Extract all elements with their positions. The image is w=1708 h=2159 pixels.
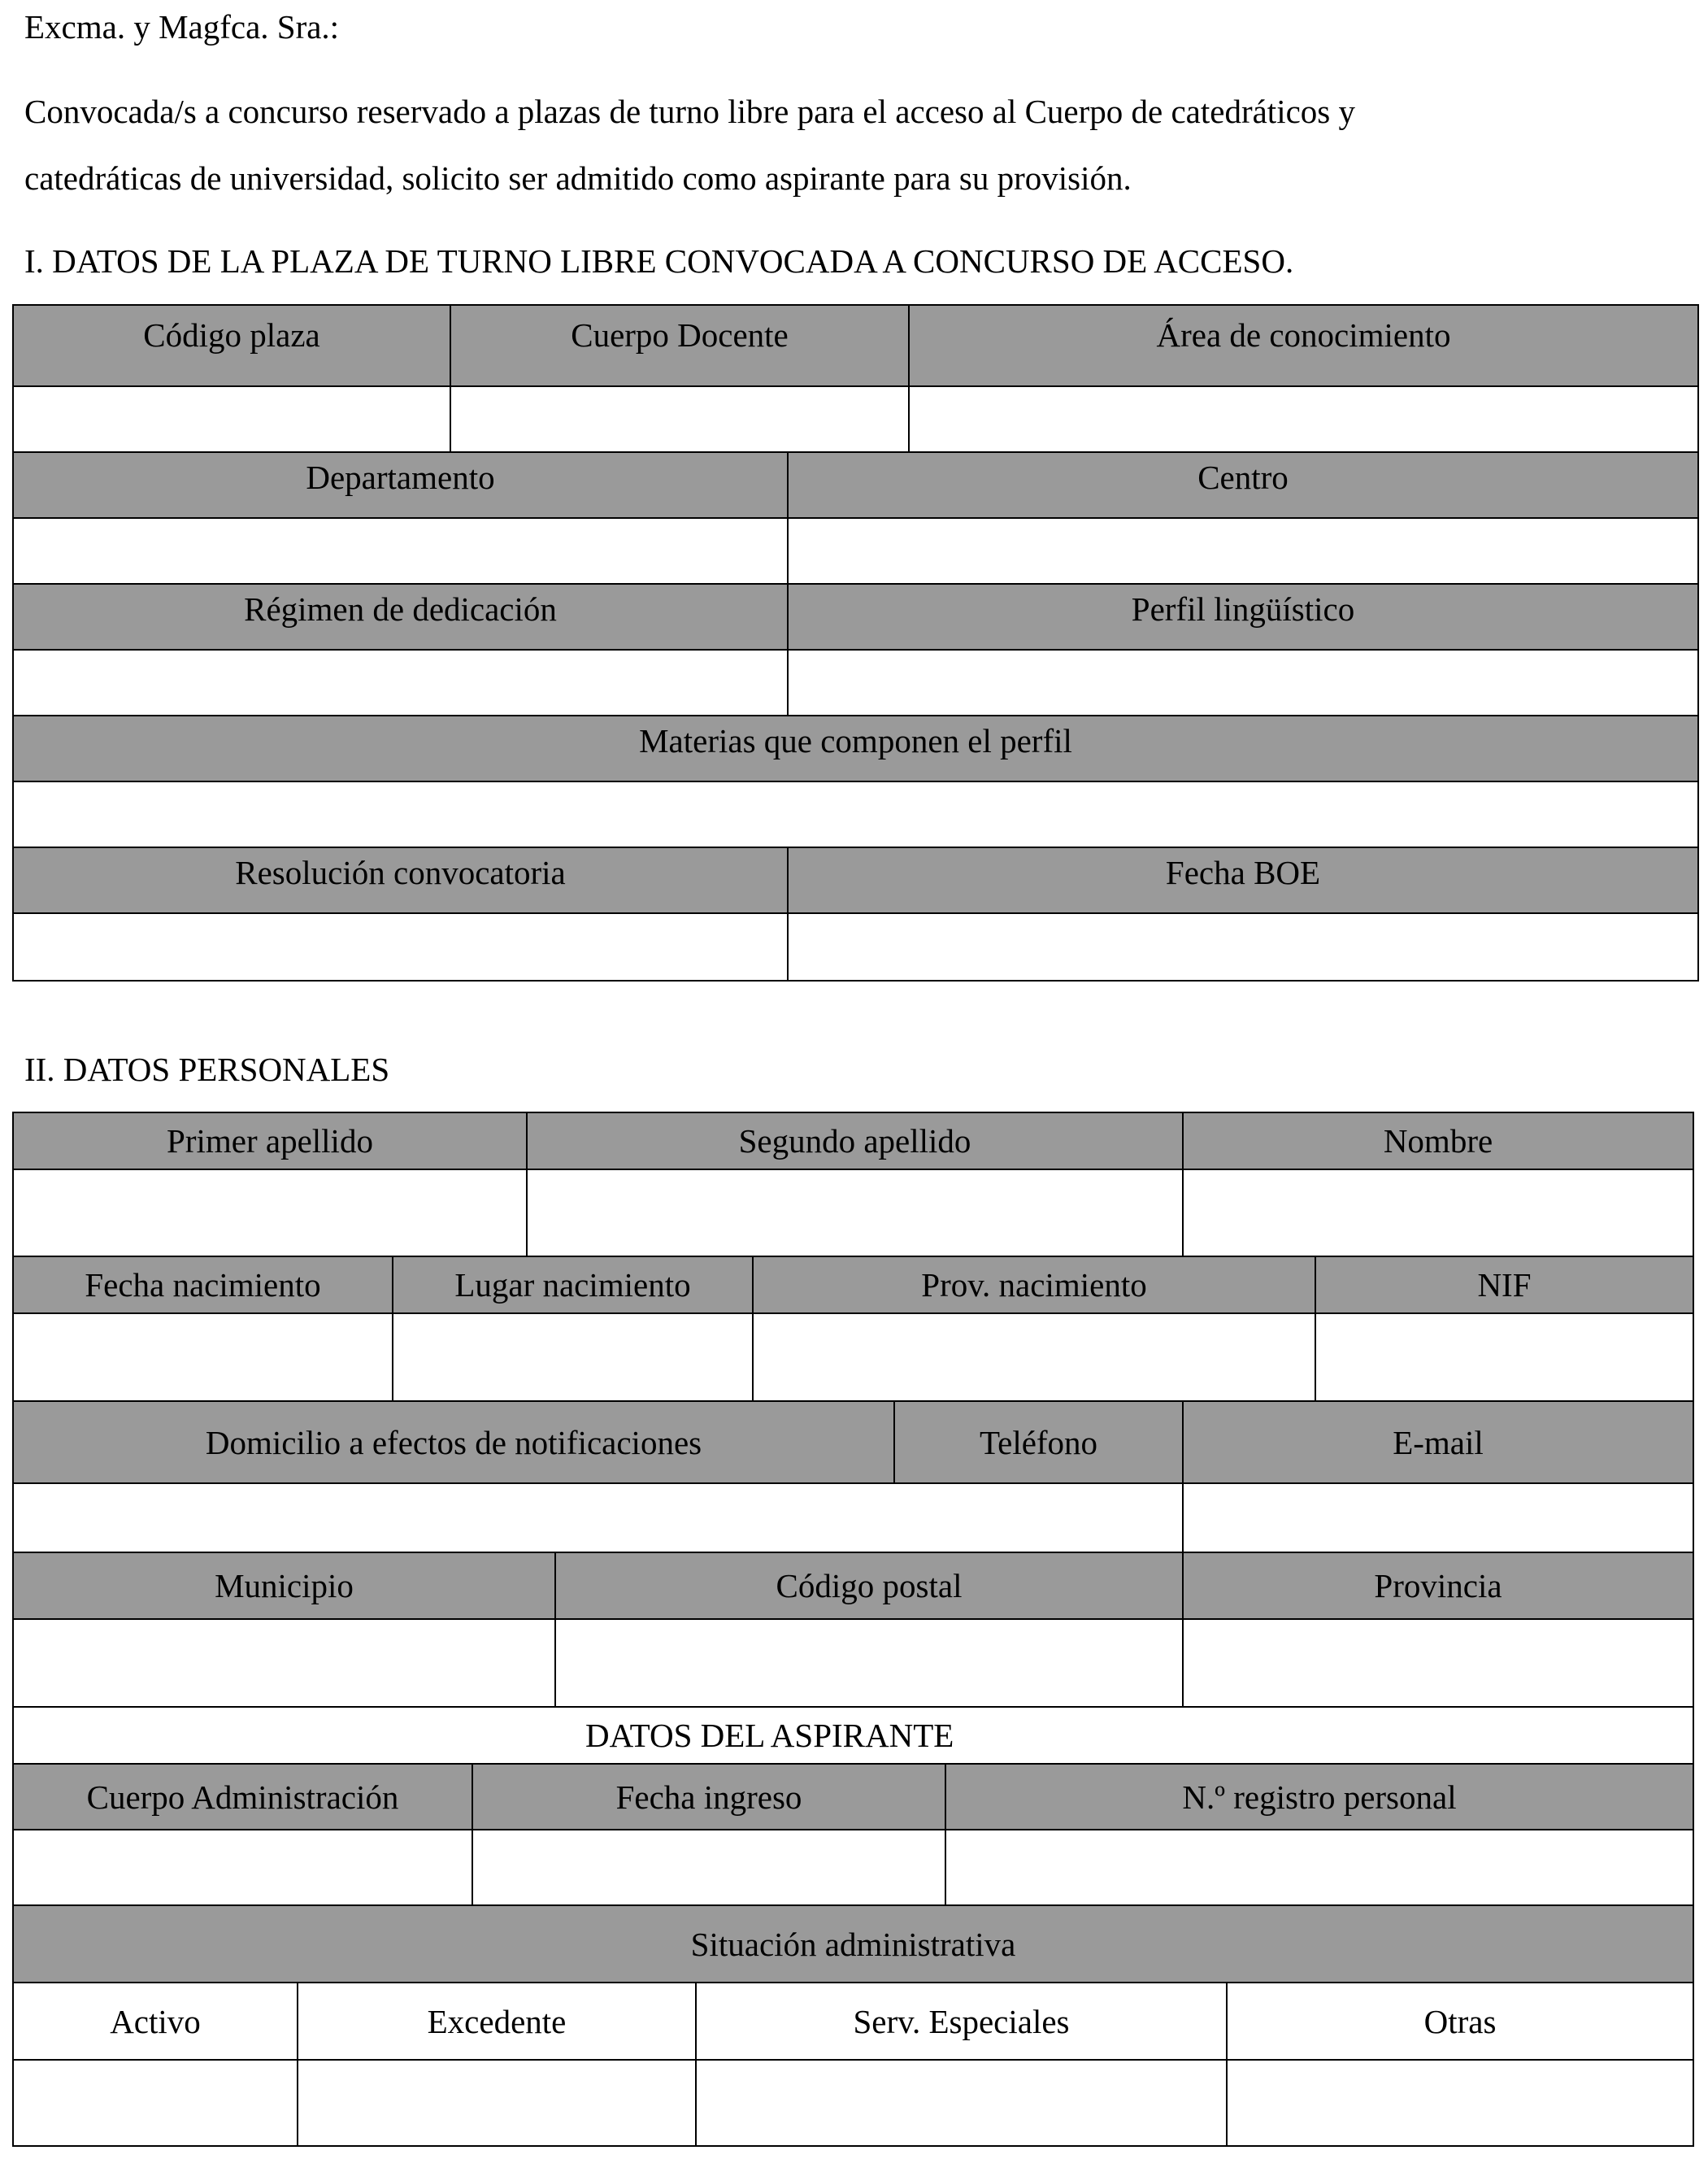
codigo-plaza-header: Código plaza (12, 304, 451, 387)
provincia-header: Provincia (1182, 1552, 1694, 1620)
registro-personal-field[interactable] (945, 1829, 1694, 1906)
resolucion-header: Resolución convocatoria (12, 847, 789, 914)
fecha-boe-field[interactable] (787, 912, 1699, 982)
nif-field[interactable] (1315, 1312, 1694, 1402)
excedente-label: Excedente (297, 1982, 697, 2061)
perfil-linguistico-field[interactable] (787, 649, 1699, 716)
domicilio-header: Domicilio a efectos de notificaciones (12, 1400, 895, 1484)
segundo-apellido-field[interactable] (526, 1169, 1184, 1257)
nombre-field[interactable] (1182, 1169, 1694, 1257)
nombre-header: Nombre (1182, 1112, 1694, 1170)
segundo-apellido-header: Segundo apellido (526, 1112, 1184, 1170)
municipio-header: Municipio (12, 1552, 556, 1620)
serv-especiales-label: Serv. Especiales (695, 1982, 1228, 2061)
lugar-nacimiento-header: Lugar nacimiento (392, 1256, 754, 1314)
regimen-dedicacion-field[interactable] (12, 649, 789, 716)
materias-field[interactable] (12, 781, 1699, 848)
municipio-field[interactable] (12, 1618, 556, 1708)
cuerpo-administracion-field[interactable] (12, 1829, 473, 1906)
area-conocimiento-field[interactable] (908, 385, 1699, 453)
codigo-postal-field[interactable] (554, 1618, 1184, 1708)
intro-paragraph-line2: catedráticas de universidad, solicito ser admitido como aspirante para su provisión. (24, 159, 1132, 197)
nif-header: NIF (1315, 1256, 1694, 1314)
provincia-field[interactable] (1182, 1618, 1694, 1708)
otras-field[interactable] (1226, 2059, 1694, 2147)
salutation: Excma. y Magfca. Sra.: (24, 8, 340, 46)
fecha-boe-header: Fecha BOE (787, 847, 1699, 914)
codigo-postal-header: Código postal (554, 1552, 1184, 1620)
section1-title: I. DATOS DE LA PLAZA DE TURNO LIBRE CONVOCADA A CONCURSO DE ACCESO. (24, 242, 1294, 280)
fecha-nacimiento-header: Fecha nacimiento (12, 1256, 393, 1314)
activo-label: Activo (12, 1982, 298, 2061)
centro-field[interactable] (787, 517, 1699, 585)
cuerpo-docente-field[interactable] (450, 385, 910, 453)
registro-personal-header: N.º registro personal (945, 1763, 1694, 1830)
excedente-field[interactable] (297, 2059, 697, 2147)
datos-aspirante-title: DATOS DEL ASPIRANTE (12, 1706, 1694, 1765)
activo-field[interactable] (12, 2059, 298, 2147)
departamento-field[interactable] (12, 517, 789, 585)
fecha-ingreso-header: Fecha ingreso (472, 1763, 946, 1830)
departamento-header: Departamento (12, 451, 789, 519)
centro-header: Centro (787, 451, 1699, 519)
materias-header: Materias que componen el perfil (12, 715, 1699, 782)
situacion-administrativa-header: Situación administrativa (12, 1904, 1694, 1983)
prov-nacimiento-header: Prov. nacimiento (752, 1256, 1316, 1314)
intro-paragraph-line1: Convocada/s a concurso reservado a plazas de turno libre para el acceso al Cuerpo de catedráticos y (24, 93, 1355, 130)
regimen-dedicacion-header: Régimen de dedicación (12, 583, 789, 651)
section2-title: II. DATOS PERSONALES (24, 1051, 390, 1088)
primer-apellido-header: Primer apellido (12, 1112, 528, 1170)
otras-label: Otras (1226, 1982, 1694, 2061)
cuerpo-docente-header: Cuerpo Docente (450, 304, 910, 387)
telefono-header: Teléfono (893, 1400, 1184, 1484)
fecha-nacimiento-field[interactable] (12, 1312, 393, 1402)
email-header: E-mail (1182, 1400, 1694, 1484)
fecha-ingreso-field[interactable] (472, 1829, 946, 1906)
domicilio-field[interactable] (12, 1482, 1184, 1553)
cuerpo-administracion-header: Cuerpo Administración (12, 1763, 473, 1830)
email-field[interactable] (1182, 1482, 1694, 1553)
resolucion-field[interactable] (12, 912, 789, 982)
codigo-plaza-field[interactable] (12, 385, 451, 453)
primer-apellido-field[interactable] (12, 1169, 528, 1257)
prov-nacimiento-field[interactable] (752, 1312, 1316, 1402)
lugar-nacimiento-field[interactable] (392, 1312, 754, 1402)
area-conocimiento-header: Área de conocimiento (908, 304, 1699, 387)
perfil-linguistico-header: Perfil lingüístico (787, 583, 1699, 651)
serv-especiales-field[interactable] (695, 2059, 1228, 2147)
